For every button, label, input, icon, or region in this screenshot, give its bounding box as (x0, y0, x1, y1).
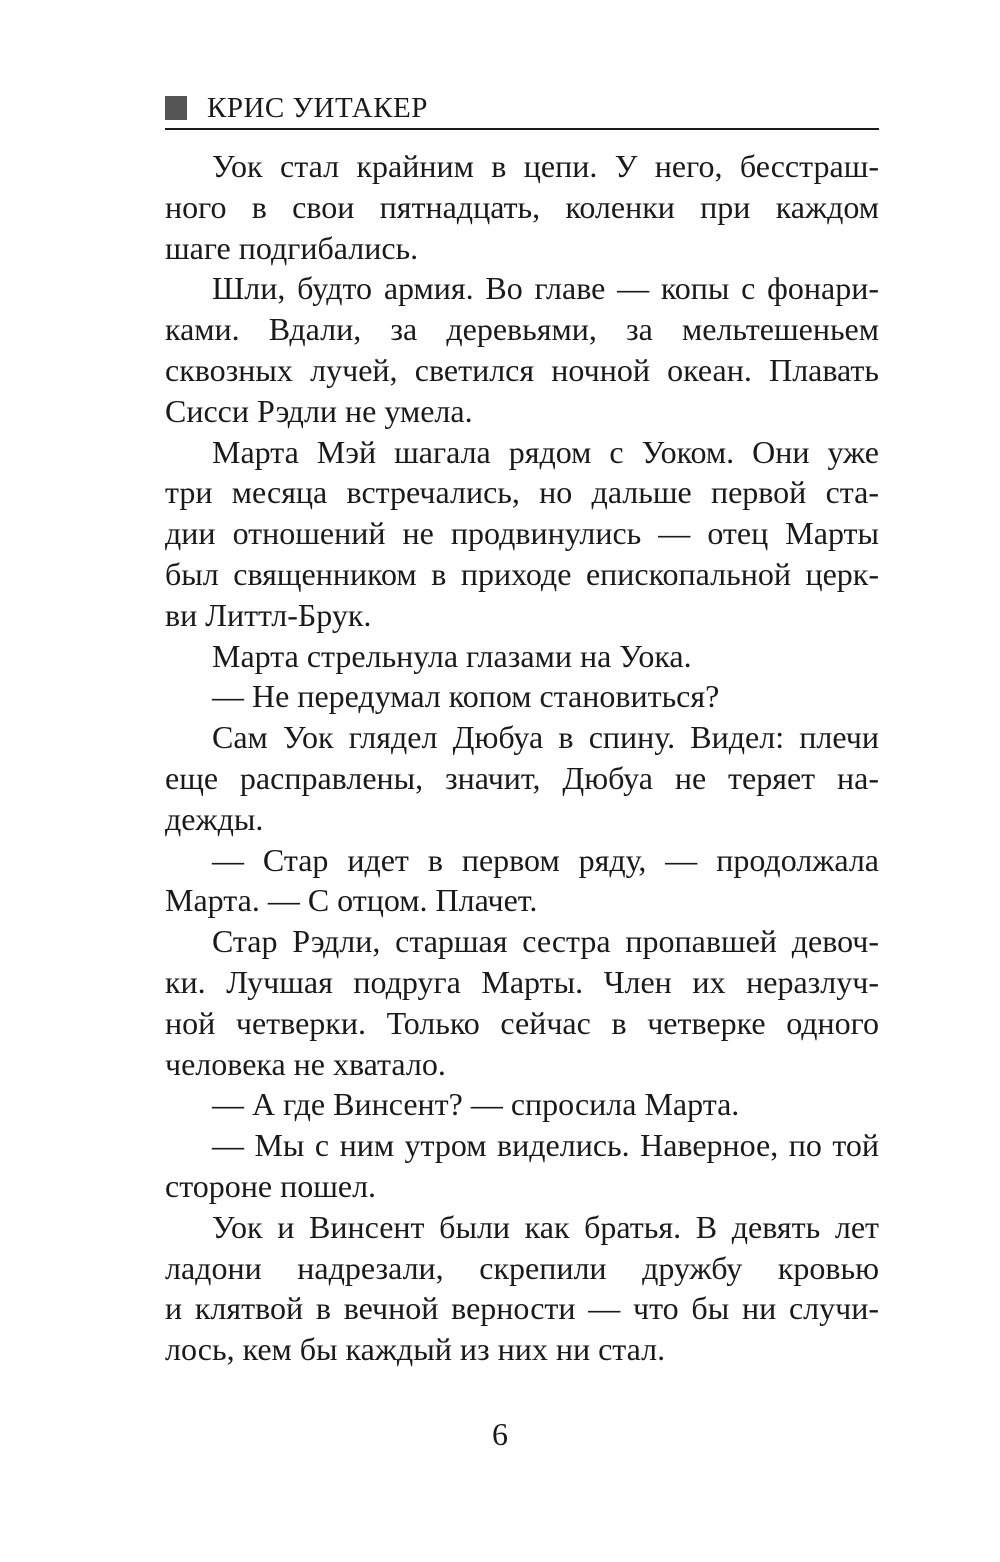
text-line: Сисси Рэдли не умела. (165, 392, 473, 429)
text-line: лось, кем бы каждый из них ни стал. (165, 1331, 666, 1368)
text-line: Марта стрельнула глазами на Уока. (212, 637, 692, 674)
text-line: Уок и Винсент были как братья. В девять лет (212, 1208, 879, 1245)
header-author: КРИС УИТАКЕР (207, 92, 428, 124)
text-line: — Не передумал копом становиться? (212, 678, 720, 715)
body-text (165, 146, 879, 1370)
text-line: ного в свои пятнадцать, коленки при каждом (165, 188, 879, 225)
text-line: Марта Мэй шагала рядом с Уоком. Они уже (212, 433, 879, 470)
text-line: дии отношений не продвинулись — отец Марты (165, 515, 879, 552)
text-line: был священником в приходе епископальной церк- (165, 555, 879, 592)
text-line: шаге подгибались. (165, 229, 419, 266)
text-line: стороне пошел. (165, 1167, 377, 1204)
header-rule (165, 128, 879, 130)
header-square-marker (165, 96, 187, 120)
text-line: ладони надрезали, скрепили дружбу кровью (165, 1249, 879, 1286)
text-line: — Мы с ним утром виделись. Наверное, по той (212, 1127, 879, 1164)
text-line: — А где Винсент? — спросила Марта. (212, 1086, 740, 1123)
text-line: ки. Лучшая подруга Марты. Член их неразлуч- (165, 963, 879, 1000)
text-line: Сам Уок глядел Дюбуа в спину. Видел: плечи (212, 719, 879, 756)
text-line: еще расправлены, значит, Дюбуа не теряет на- (165, 759, 879, 796)
text-line: ной четверки. Только сейчас в четверке одного (165, 1004, 879, 1041)
text-line: человека не хватало. (165, 1045, 446, 1082)
text-line: ками. Вдали, за деревьями, за мельтешеньем (165, 311, 879, 348)
page-number: 6 (492, 1416, 508, 1452)
text-line: дежды. (165, 800, 264, 837)
text-line: сквозных лучей, светился ночной океан. Плавать (165, 351, 879, 388)
text-line: Стар Рэдли, старшая сестра пропавшей девоч- (212, 923, 879, 960)
text-line: Марта. — С отцом. Плачет. (165, 882, 538, 919)
running-header (165, 92, 879, 130)
text-line: три месяца встречались, но дальше первой ста- (165, 474, 879, 511)
text-line: Уок стал крайним в цепи. У него, бесстраш- (212, 148, 879, 184)
text-line: — Стар идет в первом ряду, — продолжала (212, 841, 879, 878)
text-line: Шли, будто армия. Во главе — копы с фонари- (212, 270, 879, 307)
text-line: и клятвой в вечной верности — что бы ни случи- (165, 1290, 879, 1327)
text-line: ви Литтл-Брук. (165, 596, 372, 633)
